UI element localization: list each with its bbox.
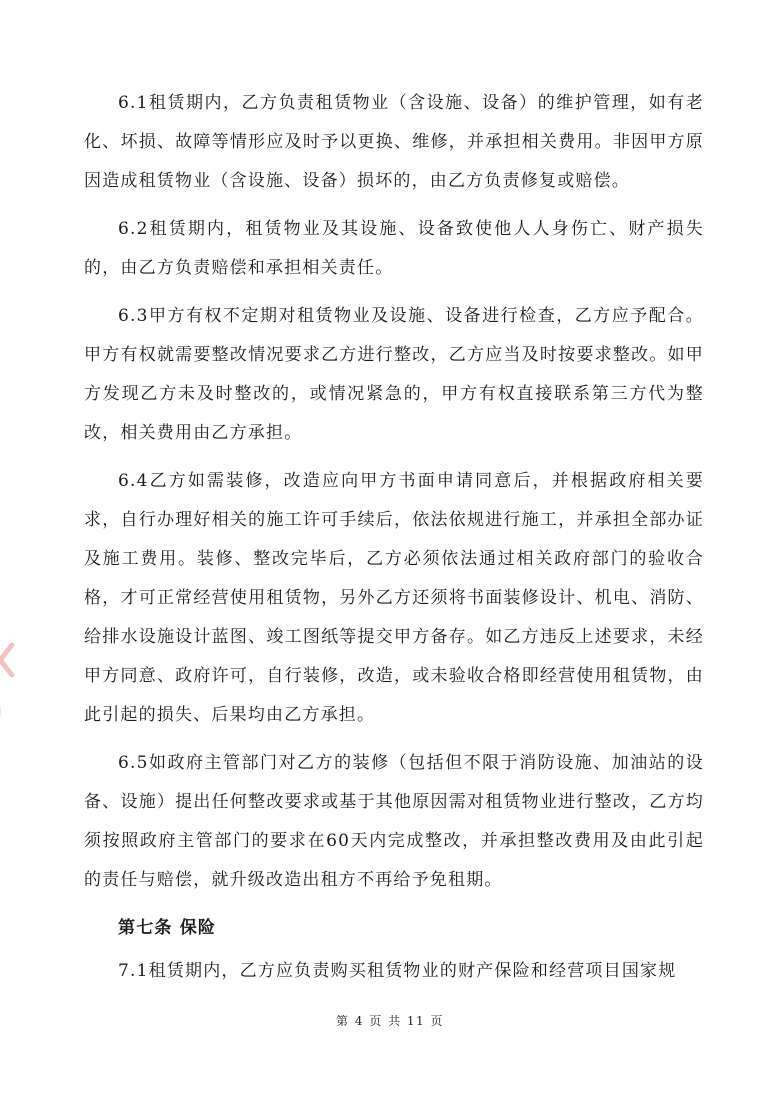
section-heading-article-7: 第七条 保险 bbox=[118, 918, 217, 938]
page-number-footer: 第 4 页 共 11 页 bbox=[336, 1014, 444, 1028]
clause-6-1: 6.1租赁期内，乙方负责租赁物业（含设施、设备）的维护管理，如有老化、坏损、故障等情形应及时予以更换、维修，并承担相关费用。非因甲方原因造成租赁物业（含设施、设备）损坏的，由乙方负责修复或赔偿。 bbox=[84, 93, 704, 191]
clause-6-2: 6.2租赁期内，租赁物业及其设施、设备致使他人人身伤亡、财产损失的，由乙方负责赔偿和承担相关责任。 bbox=[84, 219, 704, 278]
clause-6-4: 6.4乙方如需装修，改造应向甲方书面申请同意后，并根据政府相关要求，自行办理好相关的施工许可手续后，依法依规进行施工，并承担全部办证及施工费用。装修、整改完毕后，乙方必须依法通过相关政府部门的验收合格，才可正常经营使用租赁物，另外乙方还须将书面装修设计、机电、消防、给排水设施设计蓝图、竣工图纸等提交甲方备存。如乙方违反上述要求，未经甲方同意、政府许可，自行装修，改造，或未验收合格即经营使用租赁物，由此引起的损失、后果均由乙方承担。 bbox=[84, 471, 704, 725]
seal-stamp-fragment-icon bbox=[0, 575, 30, 755]
clause-6-3: 6.3甲方有权不定期对租赁物业及设施、设备进行检查，乙方应予配合。甲方有权就需要整改情况要求乙方进行整改，乙方应当及时按要求整改。如甲方发现乙方未及时整改的，或情况紧急的，甲方有权直接联系第三方代为整改，相关费用由乙方承担。 bbox=[84, 306, 704, 443]
contract-body bbox=[84, 84, 704, 1000]
clause-6-5: 6.5如政府主管部门对乙方的装修（包括但不限于消防设施、加油站的设备、设施）提出任何整改要求或基于其他原因需对租赁物业进行整改，乙方均须按照政府主管部门的要求在60天内完成整改，并承担整改费用及由此引起的责任与赔偿，就升级改造出租方不再给予免租期。 bbox=[84, 753, 704, 890]
clause-7-1: 7.1租赁期内，乙方应负责购买租赁物业的财产保险和经营项目国家规 bbox=[118, 961, 677, 981]
